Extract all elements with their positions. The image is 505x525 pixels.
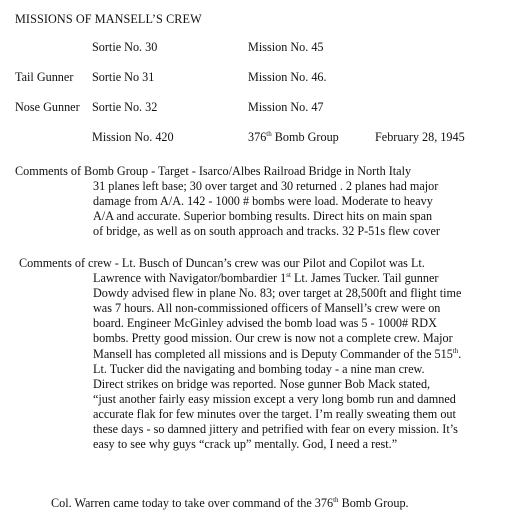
crew-comments-line: board. Engineer McGinley advised the bomb load was 5 - 1000# RDX bbox=[93, 316, 437, 331]
sortie-number: Sortie No. 32 bbox=[92, 100, 158, 114]
crew-comments-line: was 7 hours. All non-commissioned officers of Mansell’s crew were on bbox=[93, 301, 441, 316]
bomb-group-comments bbox=[15, 164, 440, 239]
sortie-number: Sortie No 31 bbox=[92, 70, 155, 84]
mission-number: Mission No. 46. bbox=[248, 70, 327, 84]
crew-comments-line: “just another fairly easy mission except a very long bomb run and damned bbox=[93, 391, 456, 406]
bomb-group: 376th Bomb Group bbox=[248, 130, 339, 144]
bomb-group-comments-line: 31 planes left base; 30 over target and 30 returned . 2 planes had major bbox=[93, 179, 439, 194]
sortie-number: Sortie No. 30 bbox=[92, 40, 158, 54]
mission-number: Mission No. 45 bbox=[248, 40, 324, 54]
bomb-group-comments-line: A/A and accurate. Superior bombing results. Direct hits on main span bbox=[93, 209, 433, 224]
footer-note: Col. Warren came today to take over command of the 376th Bomb Group. bbox=[51, 496, 409, 510]
document-title: MISSIONS OF MANSELL’S CREW bbox=[15, 12, 202, 26]
crew-role: Tail Gunner bbox=[15, 70, 74, 84]
crew-comments-line: Lt. Tucker did the navigating and bombing today - a nine man crew. bbox=[93, 361, 425, 376]
bomb-group-comments-line: damage from A/A. 142 - 1000 # bombs were load. Moderate to heavy bbox=[93, 194, 433, 209]
mission-number: Mission No. 47 bbox=[248, 100, 324, 114]
crew-comments-line: accurate flak for few minutes over the target. I’m really sweating them out bbox=[93, 406, 456, 421]
crew-comments-line: Dowdy advised flew in plane No. 83; over target at 28,500ft and flight time bbox=[93, 286, 462, 301]
crew-comments-line: bombs. Pretty good mission. Our crew is now not a complete crew. Major bbox=[93, 331, 453, 346]
crew-role: Nose Gunner bbox=[15, 100, 80, 114]
mission-date: February 28, 1945 bbox=[375, 130, 465, 144]
group-mission-number: Mission No. 420 bbox=[92, 130, 174, 144]
bomb-group-comments-heading: Comments of Bomb Group - Target - Isarco/Albes Railroad Bridge in North Italy bbox=[15, 164, 412, 178]
crew-comments-line: Mansell has completed all missions and is Deputy Commander of the 515th. bbox=[93, 346, 462, 361]
crew-comments-line: Lawrence with Navigator/bombardier 1st Lt. James Tucker. Tail gunner bbox=[93, 271, 439, 286]
crew-comments bbox=[19, 256, 461, 452]
crew-comments-line: these days - so damned jittery and petrified with fear on every mission. It’s bbox=[93, 422, 458, 437]
crew-comments-heading: Comments of crew - Lt. Busch of Duncan’s crew was our Pilot and Copilot was Lt. bbox=[19, 256, 425, 270]
crew-comments-line: easy to see why guys “crack up” mentally. God, I need a rest.” bbox=[93, 437, 398, 452]
bomb-group-comments-line: of bridge, as well as on south approach and tracks. 32 P-51s flew cover bbox=[93, 224, 440, 239]
crew-comments-line: Direct strikes on bridge was reported. Nose gunner Bob Mack stated, bbox=[93, 376, 431, 391]
